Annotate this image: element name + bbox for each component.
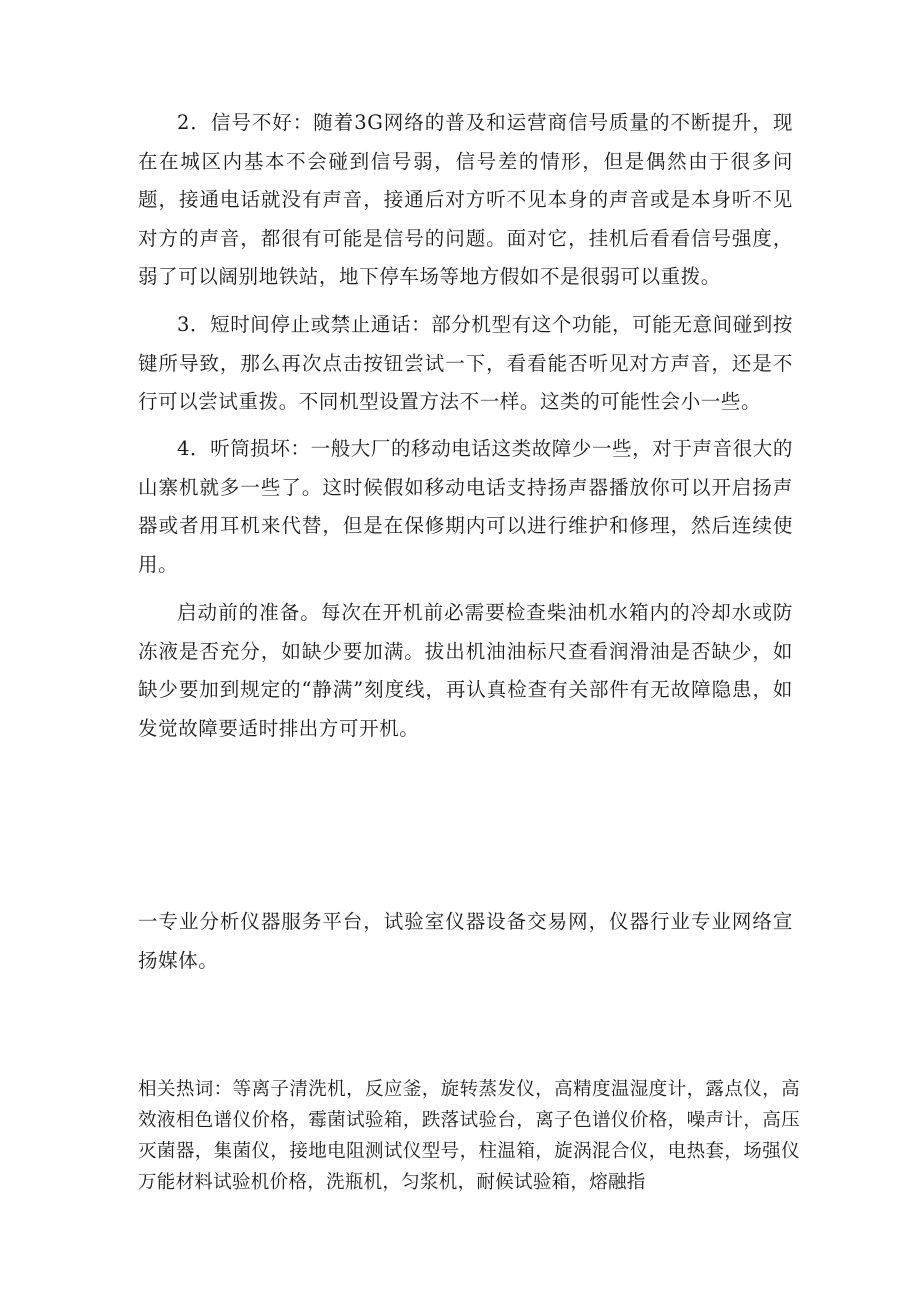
related-keywords: 相关热词：等离子清洗机，反应釜，旋转蒸发仪，高精度温湿度计，露点仪，高效液相色谱仪价格，霉菌试验箱，跌落试验台，离子色谱仪价格，噪声计，高压灭菌器，集菌仪，接地电阻测试仪型号，柱温箱，旋涡混合仪，电热套，场强仪万能材料试验机价格，洗瓶机，匀浆机，耐候试验箱，熔融指	[138, 1079, 800, 1193]
paragraph-call-disabled: 3．短时间停止或禁止通话：部分机型有这个功能，可能无意间碰到按键所导致，那么再次点击按钮尝试一下，看看能否听见对方声音，还是不行可以尝试重拨。不同机型设置方法不一样。这类的可能性会小一些。	[138, 313, 794, 413]
paragraph-earpiece-damage: 4．听筒损坏：一般大厂的移动电话这类故障少一些，对于声音很大的山寨机就多一些了。这时候假如移动电话支持扬声器播放你可以开启扬声器或者用耳机来代替，但是在保修期内可以进行维护和修理，然后连续使用。	[138, 437, 794, 576]
paragraph-signal-issue: 2．信号不好：随着3G网络的普及和运营商信号质量的不断提升，现在在城区内基本不会碰到信号弱，信号差的情形，但是偶然由于很多问题，接通电话就没有声音，接通后对方听不见本身的声音或是本身听不见对方的声音，都很有可能是信号的问题。面对它，挂机后看看信号强度，弱了可以阔别地铁站，地下停车场等地方假如不是很弱可以重拨。	[138, 111, 793, 288]
platform-description: 一专业分析仪器服务平台，试验室仪器设备交易网，仪器行业专业网络宣扬媒体。	[138, 910, 793, 972]
paragraph-startup-preparation: 启动前的准备。每次在开机前必需要检查柴油机水箱内的冷却水或防冻液是否充分，如缺少要加满。拔出机油油标尺查看润滑油是否缺少，如缺少要加到规定的“静满”刻度线，再认真检查有关部件有无故障隐患，如发觉故障要适时排出方可开机。	[138, 601, 793, 740]
